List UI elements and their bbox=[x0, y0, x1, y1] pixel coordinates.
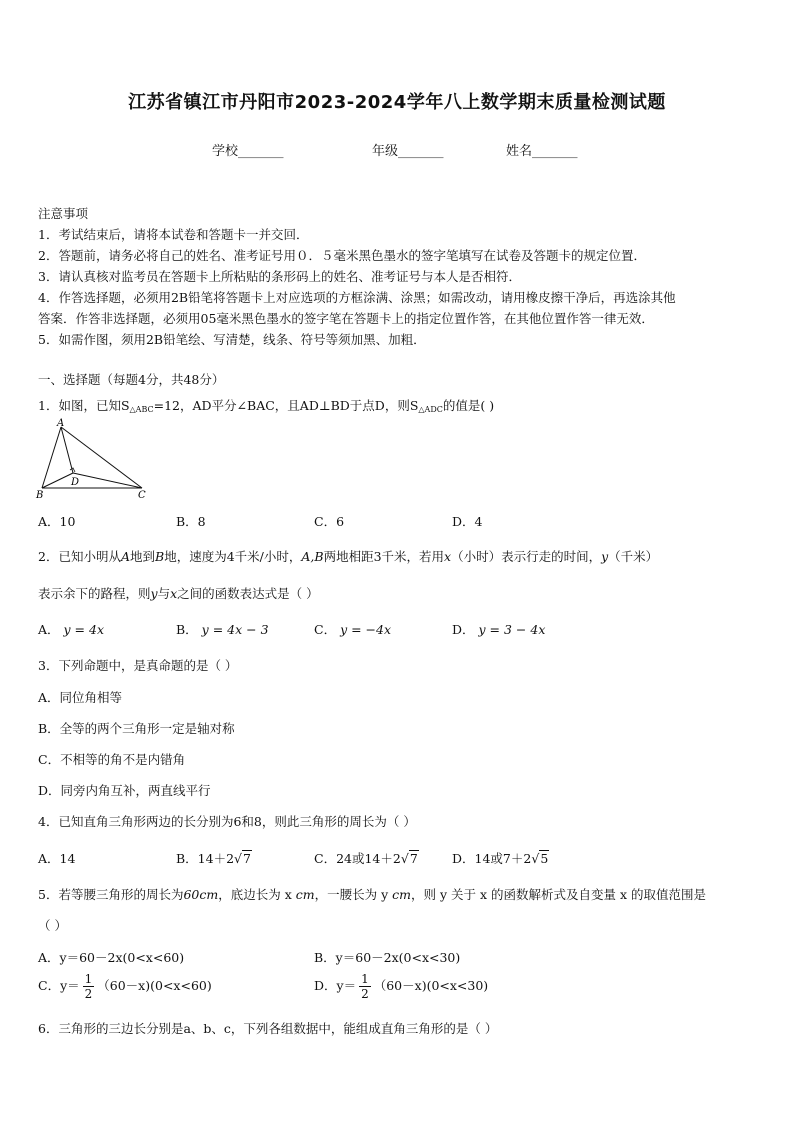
q2-option-b: B． y = 4x − 3 bbox=[176, 622, 269, 637]
q4-option-c: C．24或14＋2√7 bbox=[314, 851, 418, 866]
edge-ab bbox=[42, 427, 61, 488]
q4-option-b: B．14＋2√7 bbox=[176, 851, 251, 866]
note-item: 1．考试结束后，请将本试卷和答题卡一并交回． bbox=[38, 227, 309, 242]
q1-option-a: A．10 bbox=[38, 514, 76, 529]
q1-option-c: C．6 bbox=[314, 514, 345, 529]
q1-option-d: D．4 bbox=[452, 514, 483, 529]
q5-option-c: C．y＝ $\frac{1}{2}$ （60－x)(0<x<60) bbox=[38, 972, 212, 1001]
triangle-figure bbox=[34, 418, 154, 502]
note-item: 答案．作答非选择题，必须用05毫米黑色墨水的签字笔在答题卡上的指定位置作答，在其他位置作答一律无效． bbox=[38, 311, 654, 326]
segment-bd bbox=[42, 473, 73, 488]
question-5-stem: 5．若等腰三角形的周长为60cm，底边长为 x cm，一腰长为 y cm，则 y 关于 x 的函数解析式及自变量 x 的取值范围是 bbox=[38, 887, 706, 902]
school-field: 学校_______ bbox=[212, 144, 284, 159]
note-item: 5．如需作图，须用2B铅笔绘、写清楚，线条、符号等须加黑、加粗． bbox=[38, 332, 426, 347]
q2-option-d: D． y = 3 − 4x bbox=[452, 622, 546, 637]
q1-option-b: B．8 bbox=[176, 514, 206, 529]
label-b: B bbox=[36, 490, 44, 501]
note-item: 2．答题前，请务必将自己的姓名、准考证号用０．５毫米黑色墨水的签字笔填写在试卷及答题卡的规定位置． bbox=[38, 248, 646, 263]
name-field: 姓名_______ bbox=[506, 144, 578, 159]
q3-option-c: C．不相等的角不是内错角 bbox=[38, 752, 186, 767]
q4-option-d: D．14或7＋2√5 bbox=[452, 851, 549, 866]
question-3-stem: 3．下列命题中，是真命题的是（ ） bbox=[38, 658, 238, 673]
label-a: A bbox=[57, 418, 65, 429]
section-heading: 一、选择题（每题4分，共48分） bbox=[38, 372, 225, 387]
q4-option-a: A．14 bbox=[38, 851, 76, 866]
note-item: 3．请认真核对监考员在答题卡上所粘贴的条形码上的姓名、准考证号与本人是否相符． bbox=[38, 269, 521, 284]
fraction: $\frac{1}{2}$ bbox=[361, 972, 369, 1001]
question-1-stem: 1．如图，已知$S_{\triangle ABC}=12$，AD平分∠BAC，且AD⊥BD于点D，则$S_{\triangle ADC}$的值是( ) bbox=[38, 398, 495, 414]
q5-option-d: D．y＝ $\frac{1}{2}$ （60－x)(0<x<30) bbox=[314, 972, 489, 1001]
grade-field: 年级_______ bbox=[372, 144, 444, 159]
fraction: $\frac{1}{2}$ bbox=[84, 972, 93, 1001]
q3-option-b: B．全等的两个三角形一定是轴对称 bbox=[38, 721, 235, 736]
question-5-stem-line2: （ ） bbox=[38, 918, 67, 933]
q5-option-a: A．y＝60－2x(0<x<60) bbox=[38, 950, 185, 965]
page-title: 江苏省镇江市丹阳市2023-2024学年八上数学期末质量检测试题 bbox=[128, 92, 666, 113]
notes-heading: 注意事项 bbox=[38, 206, 89, 221]
question-6-stem: 6．三角形的三边长分别是a、b、c，下列各组数据中，能组成直角三角形的是（ ） bbox=[38, 1021, 498, 1036]
q5-option-b: B．y＝60－2x(0<x<30) bbox=[314, 950, 461, 965]
question-4-stem: 4．已知直角三角形两边的长分别为6和8，则此三角形的周长为（ ） bbox=[38, 814, 416, 829]
question-2-stem: 2．已知小明从A地到B地，速度为4千米/小时，A,B两地相距3千米，若用x（小时）表示行走的时间，y（千米） bbox=[38, 549, 659, 564]
q2-option-c: C． y = −4x bbox=[314, 622, 392, 637]
label-c: C bbox=[138, 490, 146, 501]
segment-ad bbox=[61, 427, 73, 473]
note-item: 4．作答选择题，必须用2B铅笔将答题卡上对应选项的方框涂满、涂黑；如需改动，请用橡皮擦干净后，再选涂其他 bbox=[38, 290, 676, 305]
q3-option-a: A．同位角相等 bbox=[38, 690, 123, 705]
question-2-stem-line2: 表示余下的路程，则y与x之间的函数表达式是（ ） bbox=[38, 586, 319, 601]
q2-option-a: A． y = 4x bbox=[38, 622, 105, 637]
label-d: D bbox=[71, 477, 80, 488]
q3-option-d: D．同旁内角互补，两直线平行 bbox=[38, 783, 211, 798]
